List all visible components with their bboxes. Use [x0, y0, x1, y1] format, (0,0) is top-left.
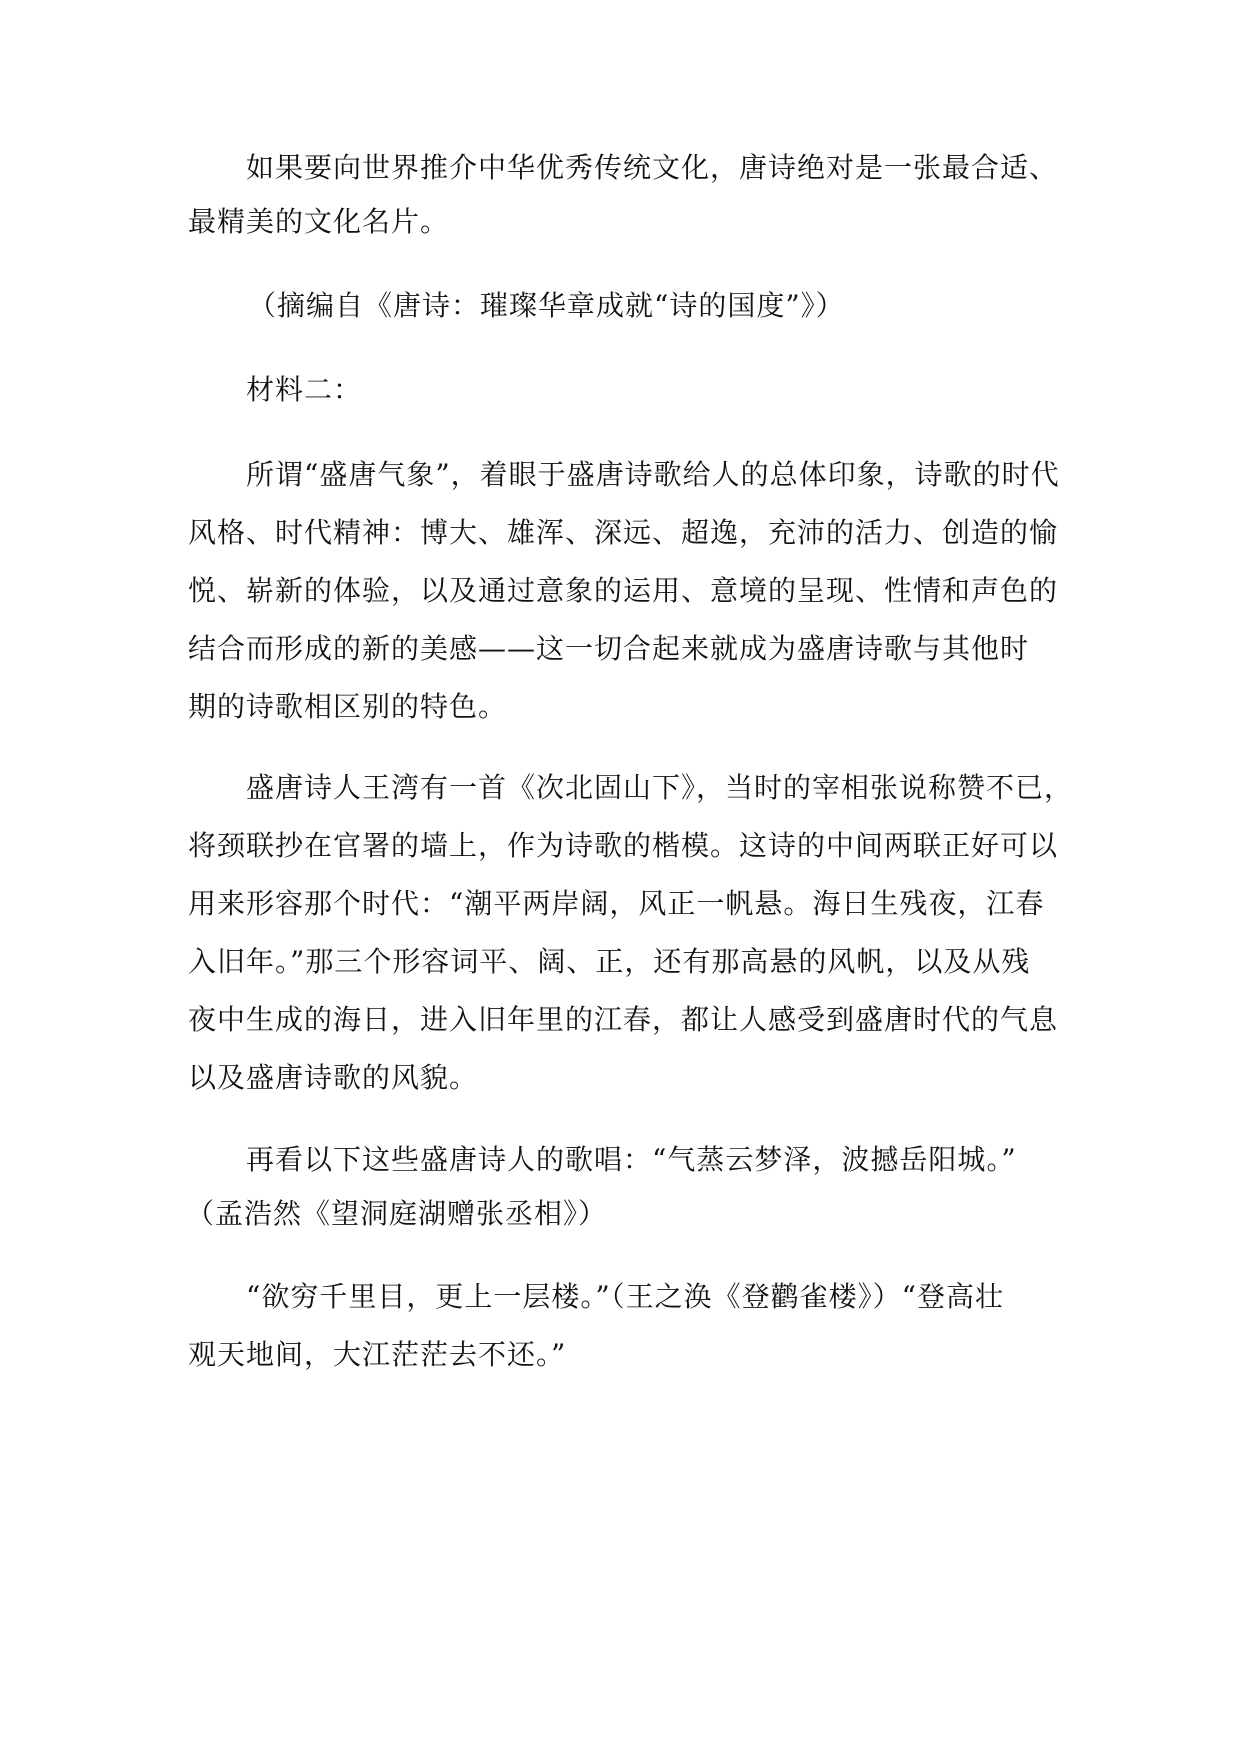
para4-line-1: “欲穷千里目，更上一层楼。”（王之涣《登鹳雀楼》）“登高壮 [246, 1280, 1004, 1313]
para1-line-2: 风格、时代精神：博大、雄浑、深远、超逸，充沛的活力、创造的愉 [188, 516, 1059, 549]
para3-line-1: 再看以下这些盛唐诗人的歌唱：“气蒸云梦泽，波撼岳阳城。” [246, 1143, 1017, 1176]
para2-line-2: 将颈联抄在官署的墙上，作为诗歌的楷模。这诗的中间两联正好可以 [188, 829, 1059, 862]
intro-line-1: 如果要向世界推介中华优秀传统文化，唐诗绝对是一张最合适、 [246, 151, 1059, 184]
para1-line-3: 悦、崭新的体验，以及通过意象的运用、意境的呈现、性情和声色的 [188, 574, 1059, 607]
para2-line-6: 以及盛唐诗歌的风貌。 [188, 1061, 479, 1094]
para2-line-5: 夜中生成的海日，进入旧年里的江春，都让人感受到盛唐时代的气息 [188, 1003, 1059, 1036]
para2-line-1: 盛唐诗人王湾有一首《次北固山下》，当时的宰相张说称赞不已， [246, 771, 1074, 804]
para3-line-2: （孟浩然《望洞庭湖赠张丞相》） [186, 1197, 608, 1230]
section-heading: 材料二： [246, 373, 363, 406]
intro-line-2: 最精美的文化名片。 [188, 205, 450, 238]
para1-line-5: 期的诗歌相区别的特色。 [188, 690, 508, 723]
para4-line-2: 观天地间，大江茫茫去不还。” [188, 1338, 567, 1371]
para1-line-4: 结合而形成的新的美感——这一切合起来就成为盛唐诗歌与其他时 [188, 632, 1030, 665]
citation: （摘编自《唐诗：璀璨华章成就“诗的国度”》） [248, 289, 845, 322]
para2-line-4: 入旧年。”那三个形容词平、阔、正，还有那高悬的风帆，以及从残 [188, 945, 1031, 978]
para2-line-3: 用来形容那个时代：“潮平两岸阔，风正一帆悬。海日生残夜，江春 [188, 887, 1045, 920]
para1-line-1: 所谓“盛唐气象”，着眼于盛唐诗歌给人的总体印象，诗歌的时代 [246, 458, 1060, 491]
